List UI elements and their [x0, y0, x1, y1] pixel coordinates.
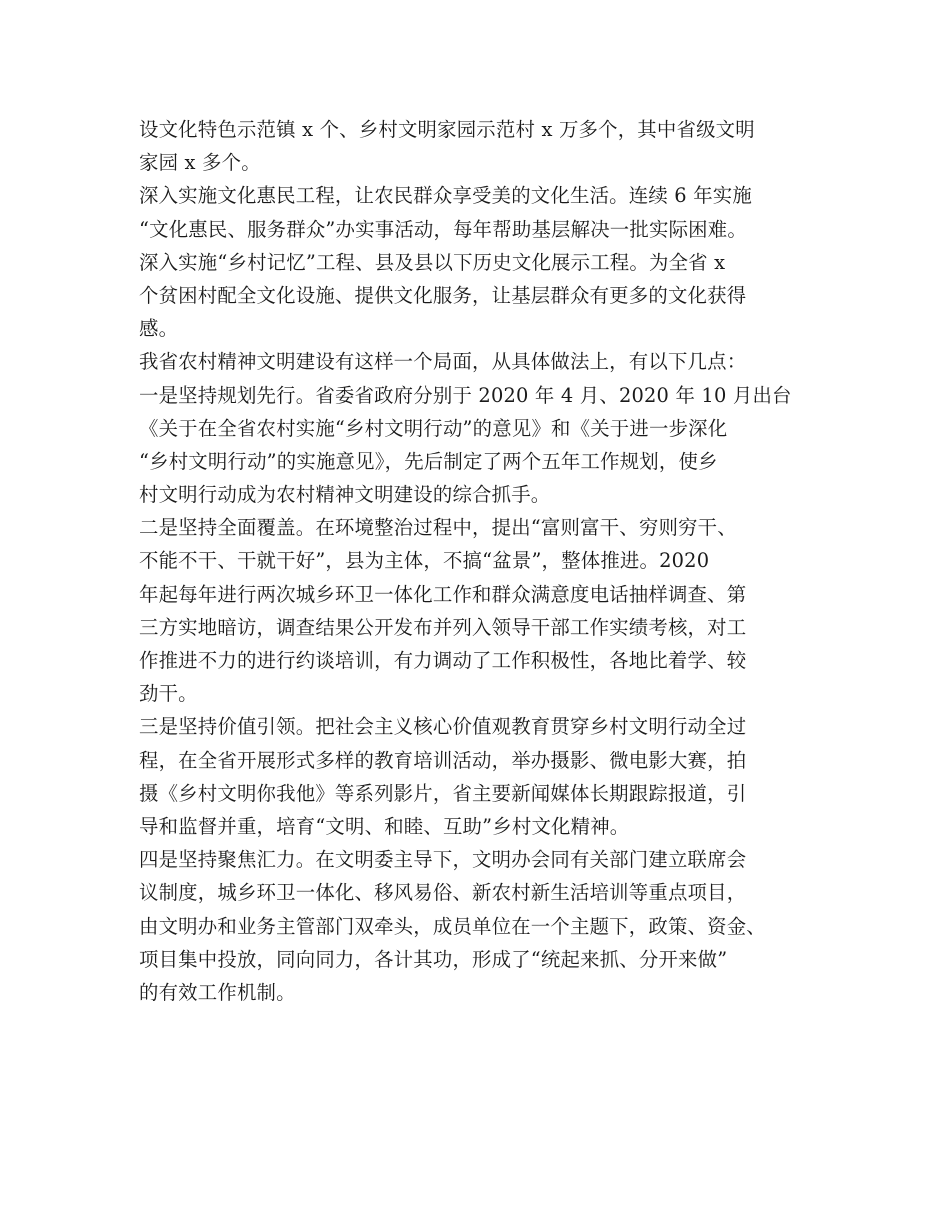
text-line: 我省农村精神文明建设有这样一个局面，从具体做法上，有以下几点： [139, 350, 747, 374]
text-line: 不能不干、干就干好”，县为主体，不搞“盆景”，整体推进。2020 [139, 549, 710, 573]
text-line: 三是坚持价值引领。把社会主义核心价值观教育贯穿乡村文明行动全过 [139, 715, 747, 739]
text-line: 深入实施文化惠民工程，让农民群众享受美的文化生活。连续 6 年实施 [139, 184, 752, 208]
text-line: 家园 x 多个。 [139, 151, 261, 175]
text-line: 年起每年进行两次城乡环卫一体化工作和群众满意度电话抽样调查、第 [139, 582, 747, 606]
document-body [139, 113, 829, 1009]
text-line: 三方实地暗访，调查结果公开发布并列入领导干部工作实绩考核，对工 [139, 615, 747, 639]
text-line: 《关于在全省农村实施“乡村文明行动”的意见》和《关于进一步深化 [139, 416, 728, 440]
text-line: 导和监督并重，培育“文明、和睦、互助”乡村文化精神。 [139, 814, 630, 838]
text-line: 项目集中投放，同向同力，各计其功，形成了“统起来抓、分开来做” [139, 947, 728, 971]
text-line: 作推进不力的进行约谈培训，有力调动了工作积极性，各地比着学、较 [139, 649, 747, 672]
text-line: 四是坚持聚焦汇力。在文明委主导下，文明办会同有关部门建立联席会 [139, 848, 747, 872]
text-line: 由文明办和业务主管部门双牵头，成员单位在一个主题下，政策、资金、 [139, 914, 766, 938]
text-line: 摄《乡村文明你我他》等系列影片，省主要新闻媒体长期跟踪报道，引 [139, 781, 747, 805]
text-line: 劲干。 [139, 682, 198, 706]
text-line: “文化惠民、服务群众”办实事活动，每年帮助基层解决一批实际困难。 [139, 217, 747, 241]
text-line: 的有效工作机制。 [139, 980, 296, 1004]
text-line: 感。 [139, 317, 179, 341]
text-line: 深入实施“乡村记忆”工程、县及县以下历史文化展示工程。为全省 x [139, 250, 726, 274]
text-line: 二是坚持全面覆盖。在环境整治过程中，提出“富则富干、穷则穷干、 [139, 516, 737, 540]
text-line: 个贫困村配全文化设施、提供文化服务，让基层群众有更多的文化获得 [139, 283, 747, 307]
text-line: “乡村文明行动”的实施意见》，先后制定了两个五年工作规划，使乡 [139, 449, 718, 473]
text-line: 议制度，城乡环卫一体化、移风易俗、新农村新生活培训等重点项目， [139, 881, 747, 905]
text-line: 一是坚持规划先行。省委省政府分别于 2020 年 4 月、2020 年 10 月出台 [139, 383, 792, 407]
text-line: 设文化特色示范镇 x 个、乡村文明家园示范村 x 万多个，其中省级文明 [139, 118, 755, 141]
text-line: 程，在全省开展形式多样的教育培训活动，举办摄影、微电影大赛，拍 [139, 748, 747, 772]
text-line: 村文明行动成为农村精神文明建设的综合抓手。 [139, 483, 551, 507]
